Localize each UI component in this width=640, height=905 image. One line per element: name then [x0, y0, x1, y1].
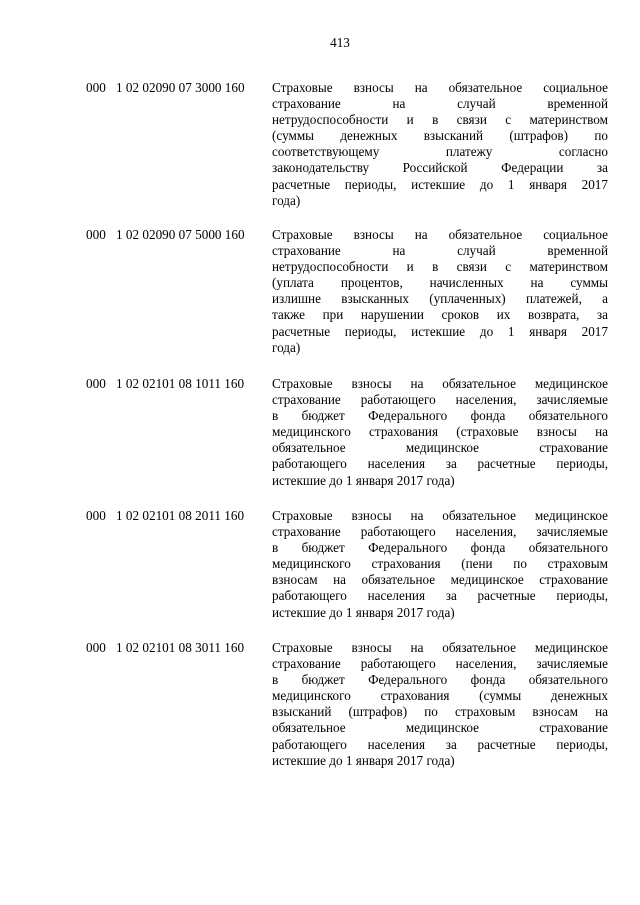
admin-code: 000 — [86, 80, 106, 95]
description-line: Страховые взносы на обязательное социальное — [272, 227, 608, 242]
description-line: Страховые взносы на обязательное медицинское — [272, 640, 608, 655]
description-line: также при нарушении сроков их возврата, за — [272, 307, 608, 323]
row-description — [272, 376, 608, 489]
description-line: года) — [272, 192, 301, 208]
description-line: страхование на случай временной — [272, 96, 608, 112]
description-line: расчетные периоды, истекшие до 1 января 2017 — [272, 323, 608, 339]
description-line: истекшие до 1 января 2017 года) — [272, 472, 455, 488]
kbk-code: 1 02 02101 08 1011 160 — [116, 376, 245, 391]
admin-code: 000 — [86, 640, 106, 655]
description-line: взносам на обязательное медицинское страхование — [272, 572, 608, 588]
description-line: нетрудоспособности и в связи с материнством — [272, 259, 608, 275]
description-line: в бюджет Федерального фонда обязательного — [272, 672, 608, 688]
description-line: (суммы денежных взысканий (штрафов) по — [272, 128, 608, 144]
kbk-code: 1 02 02090 07 3000 160 — [116, 80, 245, 95]
description-line: взысканий (штрафов) по страховым взносам на — [272, 704, 608, 720]
description-line: истекшие до 1 января 2017 года) — [272, 752, 455, 768]
description-line: работающего населения за расчетные периоды, — [272, 588, 608, 604]
description-line: законодательству Российской Федерации за — [272, 160, 608, 176]
description-line: Страховые взносы на обязательное медицинское — [272, 508, 608, 523]
description-line: в бюджет Федерального фонда обязательного — [272, 408, 608, 424]
description-line: в бюджет Федерального фонда обязательного — [272, 540, 608, 556]
description-line: страхование работающего населения, зачисляемые — [272, 392, 608, 408]
kbk-code: 1 02 02101 08 2011 160 — [116, 508, 245, 523]
row-description — [272, 80, 608, 209]
description-line: Страховые взносы на обязательное медицинское — [272, 376, 608, 391]
description-line: страхование на случай временной — [272, 243, 608, 259]
admin-code: 000 — [86, 376, 106, 391]
description-line: нетрудоспособности и в связи с материнством — [272, 112, 608, 128]
description-line: работающего населения за расчетные периоды, — [272, 736, 608, 752]
description-line: страхование работающего населения, зачисляемые — [272, 656, 608, 672]
description-line: обязательное медицинское страхование — [272, 440, 608, 456]
row-description — [272, 227, 608, 356]
kbk-code: 1 02 02090 07 5000 160 — [116, 227, 245, 242]
description-line: страхование работающего населения, зачисляемые — [272, 524, 608, 540]
row-description — [272, 640, 608, 769]
admin-code: 000 — [86, 227, 106, 242]
description-line: работающего населения за расчетные периоды, — [272, 456, 608, 472]
description-line: истекшие до 1 января 2017 года) — [272, 604, 455, 620]
description-line: (уплата процентов, начисленных на суммы — [272, 275, 608, 291]
admin-code: 000 — [86, 508, 106, 523]
description-line: обязательное медицинское страхование — [272, 720, 608, 736]
description-line: медицинского страхования (суммы денежных — [272, 688, 608, 704]
description-line: Страховые взносы на обязательное социальное — [272, 80, 608, 95]
description-line: соответствующему платежу согласно — [272, 144, 608, 160]
kbk-code: 1 02 02101 08 3011 160 — [116, 640, 245, 655]
description-line: расчетные периоды, истекшие до 1 января 2017 — [272, 176, 608, 192]
description-line: излишне взысканных (уплаченных) платежей, а — [272, 291, 608, 307]
page-number: 413 — [330, 35, 350, 50]
row-description — [272, 508, 608, 621]
description-line: медицинского страхования (страховые взносы на — [272, 424, 608, 440]
description-line: медицинского страхования (пени по страховым — [272, 556, 608, 572]
description-line: года) — [272, 339, 301, 355]
